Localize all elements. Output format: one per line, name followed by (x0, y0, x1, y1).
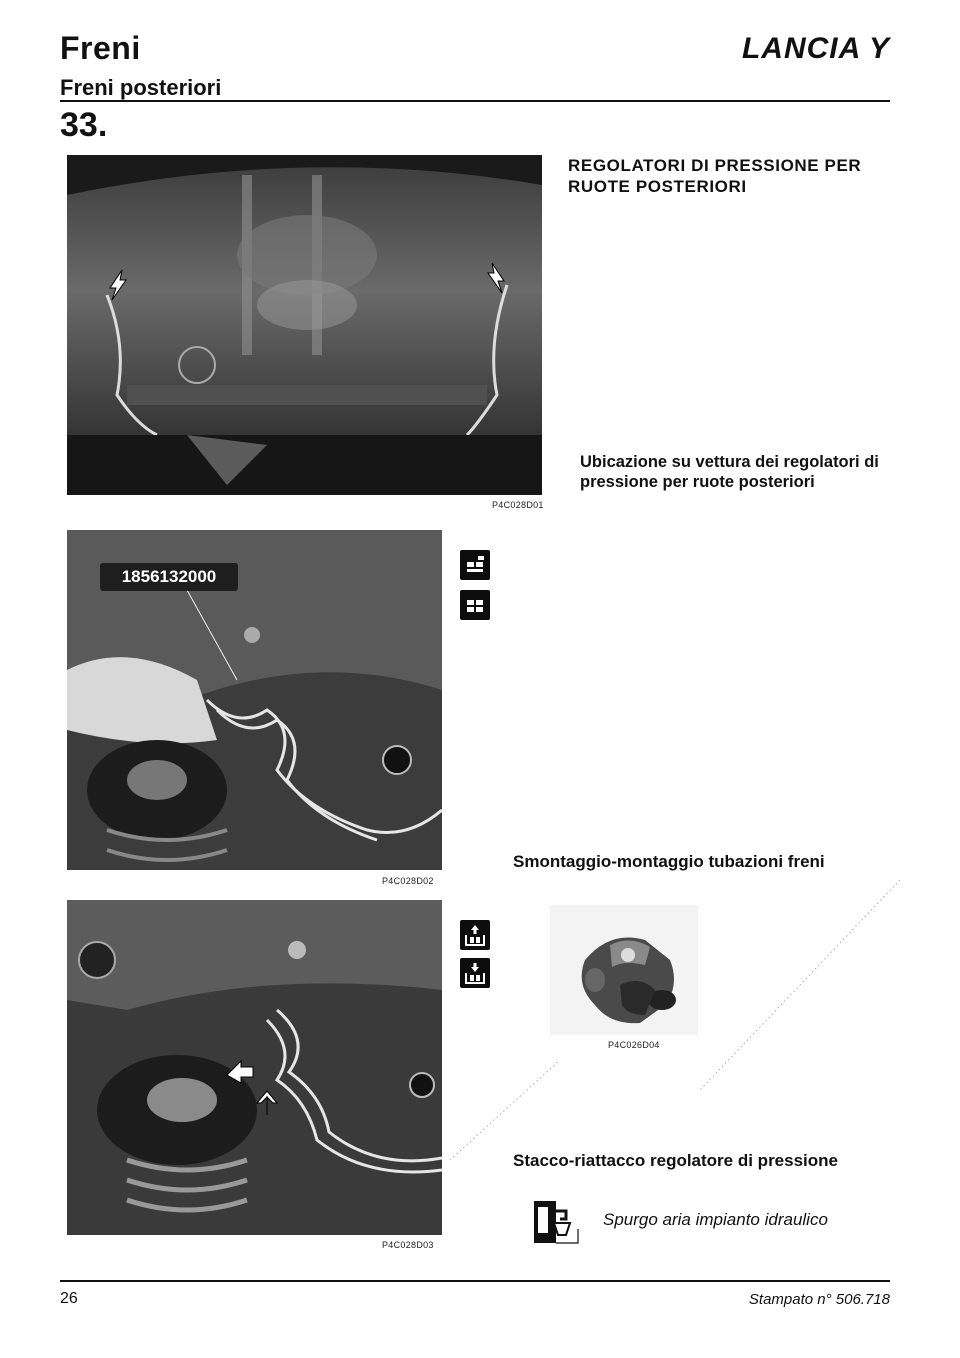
chapter-number: 33. (60, 106, 108, 144)
page-number: 26 (60, 1290, 78, 1307)
photo-regulator-detach (67, 900, 442, 1235)
print-reference: Stampato n° 506.718 (748, 1291, 890, 1308)
photo-code: P4C028D01 (492, 500, 544, 510)
caption-bleed: Spurgo aria impianto idraulico (603, 1210, 828, 1229)
caption-location: Ubicazione su vettura dei regolatori di pressione per ruote posteriori (580, 453, 879, 491)
refit-icon (460, 590, 490, 620)
remove-icon (460, 550, 490, 580)
photo-code: P4C026D04 (608, 1040, 660, 1050)
tool-part-number-label: 1856132000 (100, 563, 238, 591)
caption-pipes: Smontaggio-montaggio tubazioni freni (513, 852, 825, 871)
bleed-icon (532, 1197, 582, 1247)
photo-code: P4C028D02 (382, 876, 434, 886)
photo-underbody (67, 155, 542, 495)
attach-icon (460, 958, 490, 988)
brand-title: LANCIA Y (741, 32, 890, 65)
subsection-title: Freni posteriori (60, 75, 222, 100)
caption-regulator: Stacco-riattacco regolatore di pressione (513, 1151, 838, 1170)
section-heading: REGOLATORI DI PRESSIONE PER RUOTE POSTERIORI (568, 156, 862, 196)
photo-code: P4C028D03 (382, 1240, 434, 1250)
detach-icon (460, 920, 490, 950)
section-title: Freni (60, 30, 141, 66)
header-rule (60, 100, 890, 102)
footer-rule (60, 1280, 890, 1282)
